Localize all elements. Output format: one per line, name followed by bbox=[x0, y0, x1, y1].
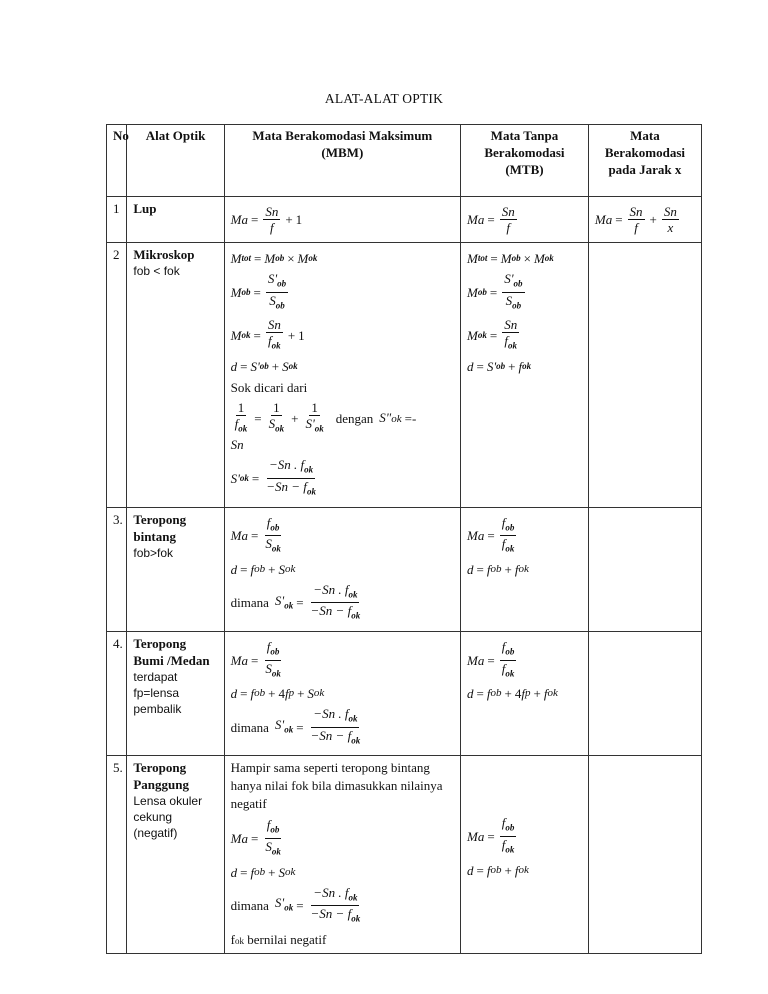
dimana-text: dimana bbox=[230, 719, 269, 735]
header-mbm: Mata Berakomodasi Maksimum (MBM) bbox=[224, 125, 460, 197]
row-no: 3. bbox=[107, 507, 127, 631]
row-alat bbox=[127, 507, 224, 631]
formula-sok: dimana $S'_{ok}$ = $\frac{-Sn . f_{ok}}{-Sn - f_{ok}}$ bbox=[230, 884, 361, 924]
header-alat: Alat Optik bbox=[127, 125, 224, 197]
row-no: 2 bbox=[107, 243, 127, 508]
formula-ma: Ma = $\frac{f_{ob}}{S_{ok}}$ bbox=[230, 514, 281, 554]
row-note: terdapat fp=lensa pembalik bbox=[133, 669, 182, 716]
row-alat bbox=[127, 756, 224, 953]
row-no: 1 bbox=[107, 197, 127, 243]
formula-d: d = f ob + S ok bbox=[230, 864, 296, 880]
table-row bbox=[107, 243, 702, 508]
row-alat bbox=[127, 197, 224, 243]
header-mtb: Mata Tanpa Berakomodasi (MTB) bbox=[461, 125, 589, 197]
formula-ma: Ma = $\frac{f_{ob}}{S_{ok}}$ bbox=[230, 817, 281, 857]
formula-sok: S' ok = $\frac{-Sn . f_{ok}}{-Sn - f_{ok}}$ bbox=[230, 457, 316, 497]
table-row bbox=[107, 507, 702, 631]
page-title: ALAT-ALAT OPTIK bbox=[324, 91, 444, 106]
formula-ma: Ma = $\frac{Sn}{f}$ bbox=[467, 204, 515, 235]
cell-mbm bbox=[224, 631, 460, 755]
formula-mok: M ok = $\frac{Sn}{f_{ok}}$ + 1 bbox=[230, 317, 305, 351]
cell-mbm bbox=[224, 243, 460, 508]
formula-mtot: M tot = M ob × M ok bbox=[467, 251, 554, 266]
optics-table bbox=[106, 124, 702, 954]
table-row bbox=[107, 756, 702, 953]
header-jarak-label: Mata Berakomodasi pada Jarak x bbox=[604, 128, 686, 177]
formula-mob: M ob = $\frac{S'_{ob}}{S_{ob}}$ bbox=[467, 271, 523, 311]
formula-lens: $\frac{1}{f_{ok}}$ = $\frac{1}{S_{ok}}$ + $\frac{1}{S'_{ok}}$ dengan S"ok =- bbox=[234, 399, 417, 434]
row-name: Lup bbox=[133, 201, 157, 216]
formula-d: d = f ob + S ok bbox=[230, 561, 296, 577]
panggung-desc: Hampir sama seperti teropong bintang hanya nilai fok bila dimasukkan nilainya negatif bbox=[230, 760, 443, 812]
cell-mtb bbox=[461, 756, 589, 953]
formula-sn: Sn bbox=[230, 437, 244, 453]
formula-ma: Ma = $\frac{Sn}{f}$ + $\frac{Sn}{x}$ bbox=[594, 204, 677, 235]
row-name: Teropong bintang bbox=[133, 511, 187, 544]
row-name: Mikroskop bbox=[133, 247, 195, 262]
header-no: No bbox=[107, 125, 127, 197]
dimana-text: dimana bbox=[230, 595, 269, 611]
formula-d: d = f ob + 4 f p + f ok bbox=[467, 686, 558, 702]
formula-d: d = S' ob + f ok bbox=[467, 358, 532, 374]
formula-ma: Ma = $\frac{Sn}{f}$ + 1 bbox=[230, 204, 303, 235]
cell-jarak bbox=[588, 197, 701, 243]
cell-jarak bbox=[588, 243, 701, 508]
formula-ma: Ma = $\frac{f_{ob}}{f_{ok}}$ bbox=[467, 638, 515, 679]
cell-mbm bbox=[224, 507, 460, 631]
fok-negatif: fok bernilai negatif bbox=[230, 931, 327, 947]
cell-mtb bbox=[461, 631, 589, 755]
row-note: Lensa okuler cekung (negatif) bbox=[133, 794, 203, 841]
cell-mbm bbox=[224, 756, 460, 953]
row-alat bbox=[127, 243, 224, 508]
row-name: Teropong Panggung bbox=[133, 760, 189, 793]
formula-mtot: M tot = M ob × M ok bbox=[230, 251, 318, 266]
formula-d: d = f ob + 4 f p + S ok bbox=[230, 686, 325, 702]
row-no: 4. bbox=[107, 631, 127, 755]
cell-jarak bbox=[588, 507, 701, 631]
formula-mob: M ob = $\frac{S'_{ob}}{S_{ob}}$ bbox=[230, 271, 287, 311]
formula-ma: Ma = $\frac{f_{ob}}{S_{ok}}$ bbox=[230, 638, 281, 679]
cell-mtb bbox=[461, 197, 589, 243]
formula-ma: Ma = $\frac{f_{ob}}{f_{ok}}$ bbox=[467, 514, 515, 554]
header-jarak bbox=[588, 125, 701, 197]
cell-jarak bbox=[588, 631, 701, 755]
row-note: fob < fok bbox=[133, 264, 180, 278]
row-note: fob>fok bbox=[133, 545, 174, 560]
cell-mtb bbox=[461, 507, 589, 631]
cell-mtb bbox=[461, 243, 589, 508]
header-row bbox=[107, 125, 702, 197]
table-row bbox=[107, 197, 702, 243]
formula-d: d = f ob + f ok bbox=[467, 862, 529, 878]
row-no: 5. bbox=[107, 756, 127, 953]
dengan-text: dengan bbox=[335, 410, 374, 426]
cell-mbm bbox=[224, 197, 460, 243]
formula-ma: Ma = $\frac{f_{ob}}{f_{ok}}$ bbox=[467, 815, 515, 855]
formula-mok: M ok = $\frac{Sn}{f_{ok}}$ bbox=[467, 317, 518, 351]
sok-text: Sok dicari dari bbox=[230, 379, 308, 395]
fok-negatif-text: bernilai negatif bbox=[247, 931, 327, 947]
formula-d: d = f ob + f ok bbox=[467, 561, 529, 577]
formula-sok: dimana $S'_{ok}$ = $\frac{-Sn . f_{ok}}{-Sn - f_{ok}}$ bbox=[230, 706, 361, 746]
table-row bbox=[107, 631, 702, 755]
dimana-text: dimana bbox=[230, 898, 269, 914]
formula-sok: dimana $S'_{ok}$ = $\frac{-Sn . f_{ok}}{-Sn - f_{ok}}$ bbox=[230, 581, 361, 621]
row-alat bbox=[127, 631, 224, 755]
row-name: Teropong Bumi /Medan bbox=[133, 635, 210, 668]
cell-jarak bbox=[588, 756, 701, 953]
formula-d: d = S' ob + S ok bbox=[230, 358, 298, 374]
